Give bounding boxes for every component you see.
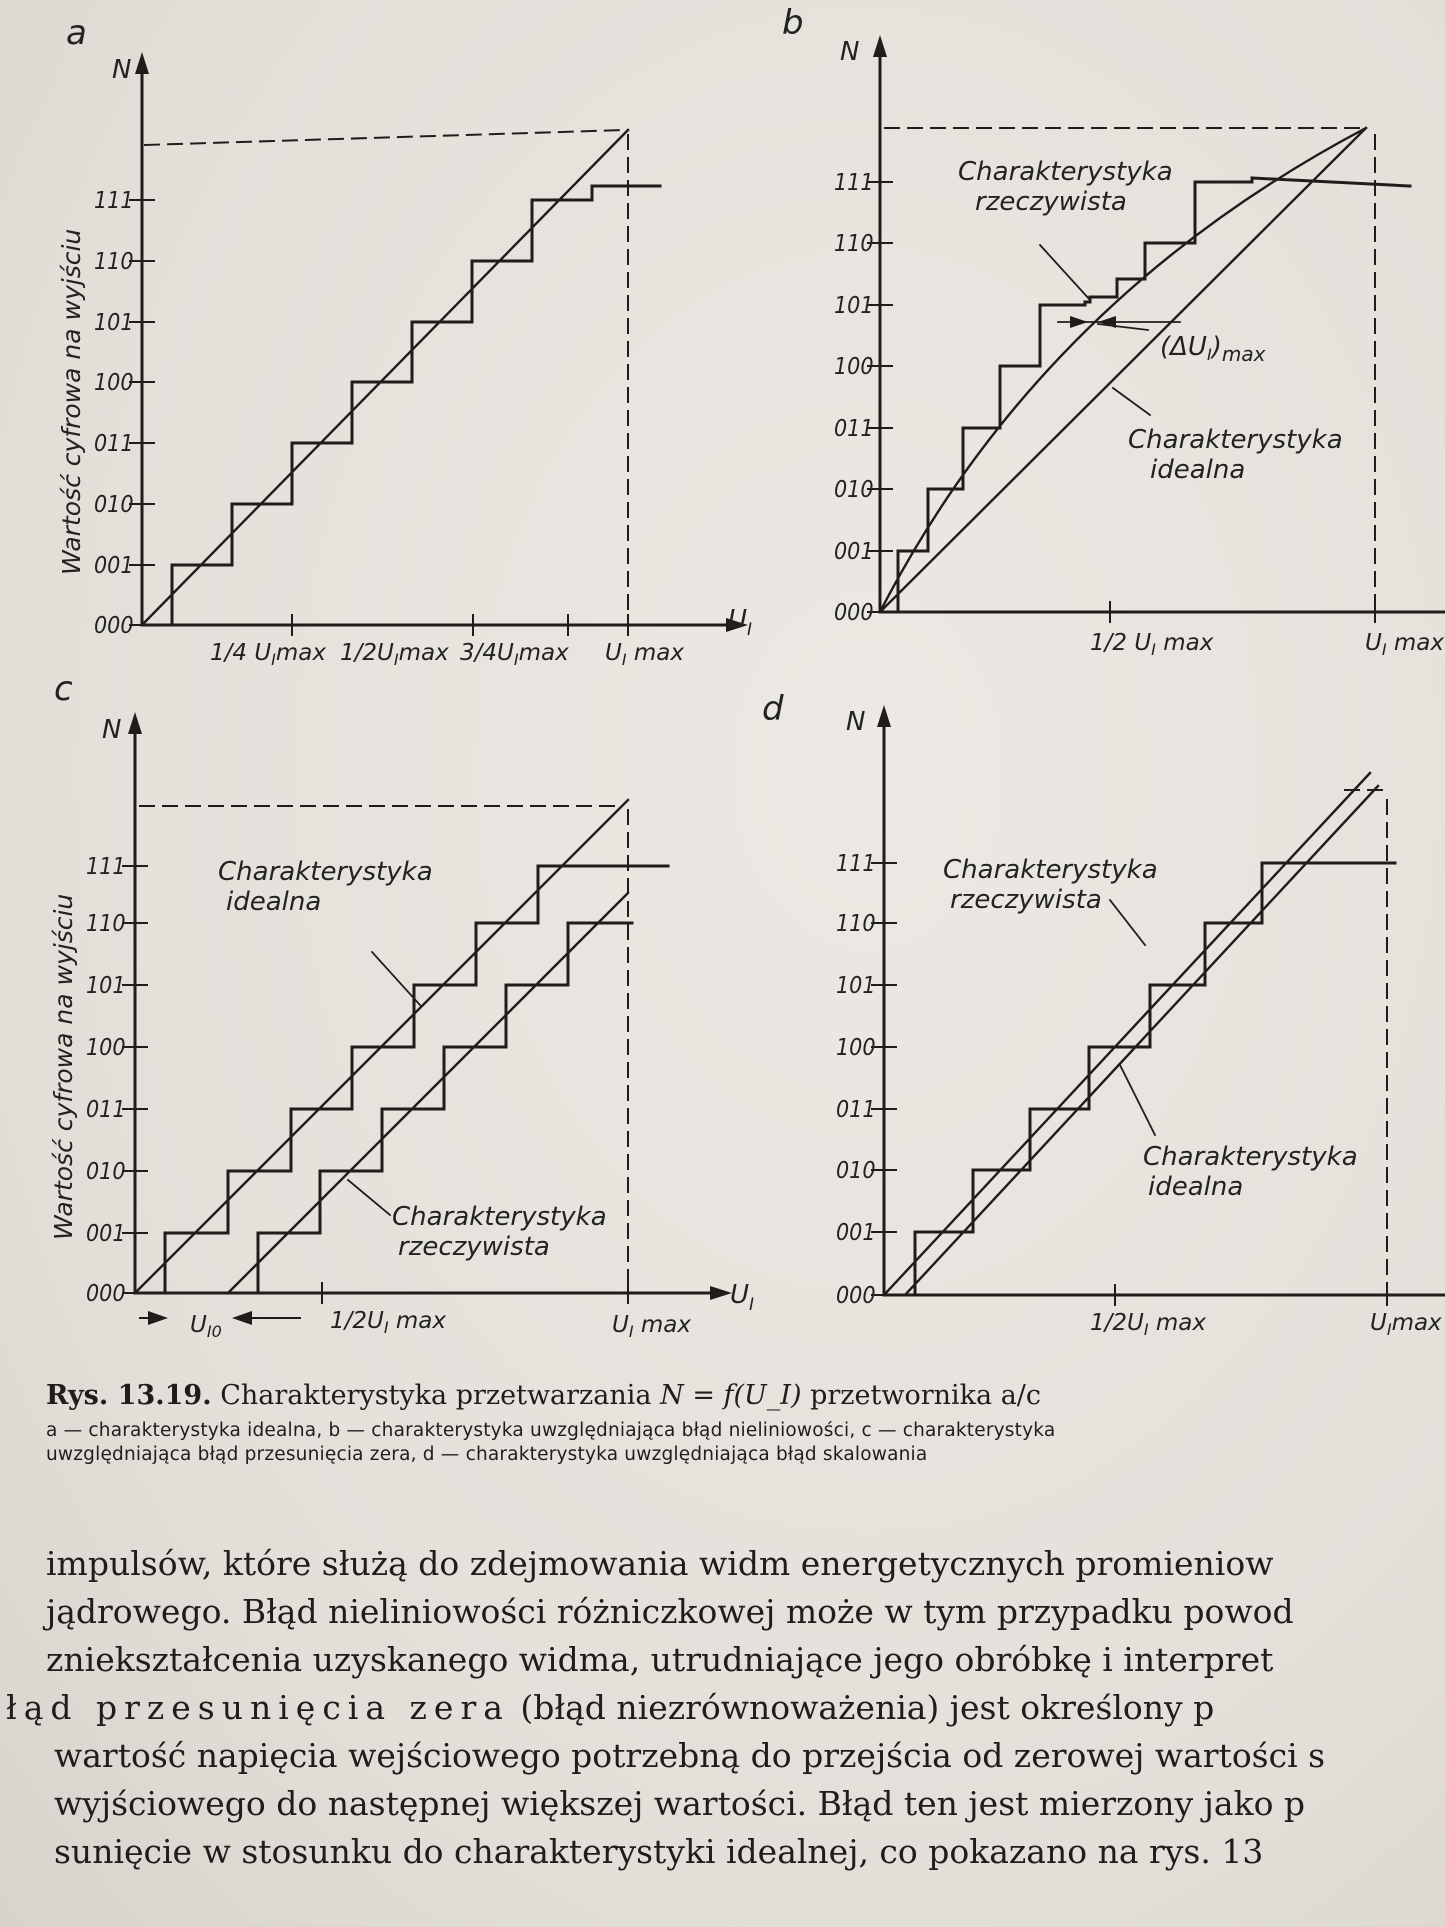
panel-d-staircase bbox=[884, 863, 1395, 1295]
panel-b-ytick-001: 001 bbox=[834, 539, 874, 565]
panel-c-label-ideal-1: Charakterystyka bbox=[218, 857, 433, 887]
panel-d-ytick-011: 011 bbox=[836, 1097, 876, 1123]
panel-a-ylabel: Wartość cyfrowa na wyjściu bbox=[57, 228, 86, 575]
caption-title-post: przetwornika a/c bbox=[810, 1380, 1042, 1411]
panel-d-xtick-labels bbox=[1090, 1310, 1442, 1339]
panel-a-ytick-labels bbox=[94, 188, 134, 639]
panel-a-ytick-100: 100 bbox=[94, 370, 134, 396]
panel-b-ytick-111: 111 bbox=[834, 170, 874, 196]
panel-d-ytick-010: 010 bbox=[836, 1158, 876, 1184]
panel-b-ytick-011: 011 bbox=[834, 416, 874, 442]
body-line-4 bbox=[0, 1684, 1445, 1732]
panel-b-ytick-101: 101 bbox=[834, 293, 874, 319]
panel-b-label-real-2: rzeczywista bbox=[975, 187, 1127, 217]
panel-c-ylabel: Wartość cyfrowa na wyjściu bbox=[49, 893, 78, 1240]
panel-d-ytick-001: 001 bbox=[836, 1220, 876, 1246]
caption-desc-line-1: a — charakterystyka idealna, b — charakterystyka uwzględniająca błąd nieliniowości, c — charakterystyka bbox=[46, 1420, 1056, 1441]
panel-d bbox=[762, 689, 1445, 1339]
panel-d-dashed-guides bbox=[1345, 790, 1390, 1295]
panel-c-ytick-110: 110 bbox=[86, 911, 126, 937]
panel-d-ytick-110: 110 bbox=[836, 911, 876, 937]
panel-a-ytick-110: 110 bbox=[94, 249, 134, 275]
panel-b-label-ideal-2: idealna bbox=[1150, 455, 1246, 485]
panel-b-staircase bbox=[880, 178, 1410, 612]
panel-d-letter: d bbox=[762, 689, 784, 729]
panel-d-leader-lines bbox=[1110, 900, 1155, 1135]
panel-c-ytick-111: 111 bbox=[86, 854, 126, 880]
panel-c-xtick-max: $U_I$ max bbox=[612, 1312, 691, 1341]
panel-c-label-ideal-2: idealna bbox=[226, 887, 322, 917]
caption-formula: N = f(U_I) bbox=[660, 1380, 802, 1411]
panel-d-xtick-max: $U_I\max$ bbox=[1370, 1310, 1442, 1339]
panel-a-letter: a bbox=[66, 13, 87, 53]
panel-a-ytick-111: 111 bbox=[94, 188, 134, 214]
panel-a-y-axis-label: N bbox=[112, 55, 132, 85]
panel-a-xtick-max: $U_I$ max bbox=[605, 640, 684, 669]
panel-a-ytick-101: 101 bbox=[94, 310, 134, 336]
body-line-4-spaced: łąd przesunięcia zera bbox=[6, 1688, 510, 1727]
panel-d-ytick-100: 100 bbox=[836, 1035, 876, 1061]
panel-c-label-real-1: Charakterystyka bbox=[392, 1202, 607, 1232]
panel-a bbox=[57, 13, 752, 669]
panel-c bbox=[49, 669, 754, 1341]
panel-d-ytick-labels bbox=[836, 851, 876, 1309]
panel-a-xtick-half: $1/2U_I\max$ bbox=[340, 640, 449, 669]
panel-c-x-axis-label: $U_I$ bbox=[730, 1280, 755, 1315]
panel-d-label-real-1: Charakterystyka bbox=[943, 855, 1158, 885]
panel-b-label-ideal-1: Charakterystyka bbox=[1128, 425, 1343, 455]
body-line-3: zniekształcenia uzyskanego widma, utrudniające jego obróbkę i interpret bbox=[46, 1640, 1274, 1679]
panel-c-xtick-half: $1/2U_I$ max bbox=[330, 1308, 446, 1337]
panel-b-ytick-labels bbox=[834, 170, 874, 626]
panel-c-ytick-001: 001 bbox=[86, 1221, 126, 1247]
caption-title-pre: Charakterystyka przetwarzania bbox=[220, 1380, 652, 1411]
panel-b-axes bbox=[873, 35, 1445, 612]
panel-b-xtick-half: 1/2 $U_I$ max bbox=[1090, 630, 1214, 659]
panel-c-label-real-2: rzeczywista bbox=[398, 1232, 550, 1262]
body-line-4-rest: (błąd niezrównoważenia) jest określony p bbox=[509, 1688, 1215, 1727]
panel-a-ytick-000: 000 bbox=[94, 613, 134, 639]
caption-title bbox=[46, 1380, 1436, 1411]
panel-d-xtick-half: $1/2U_I$ max bbox=[1090, 1310, 1206, 1339]
panel-a-axes bbox=[135, 52, 748, 632]
panel-c-letter: c bbox=[54, 669, 73, 709]
caption-description bbox=[46, 1419, 1436, 1467]
panel-a-ideal-line bbox=[142, 130, 628, 625]
caption-desc-line-2: uwzględniająca błąd przesunięcia zera, d — charakterystyka uwzględniająca błąd skalowania bbox=[46, 1444, 928, 1465]
body-line-6: wyjściowego do następnej większej wartości. Błąd ten jest mierzony jako p bbox=[54, 1784, 1306, 1823]
panel-d-label-ideal-2: idealna bbox=[1148, 1172, 1244, 1202]
panel-d-ytick-111: 111 bbox=[836, 851, 876, 877]
panel-a-xtick-quarter: 1/4 $U_I\max$ bbox=[210, 640, 327, 669]
body-line-2: jądrowego. Błąd nieliniowości różniczkowej może w tym przypadku powod bbox=[46, 1592, 1294, 1631]
panel-a-ytick-010: 010 bbox=[94, 492, 134, 518]
panel-d-axes bbox=[877, 705, 1445, 1295]
panel-b-ytick-100: 100 bbox=[834, 354, 874, 380]
panel-c-ytick-011: 011 bbox=[86, 1097, 126, 1123]
panel-b-ytick-000: 000 bbox=[834, 600, 874, 626]
panel-b-xtick-max: $U_I$ max bbox=[1365, 630, 1444, 659]
body-line-5: wartość napięcia wejściowego potrzebną do przejścia od zerowej wartości s bbox=[54, 1736, 1326, 1775]
panel-a-ytick-001: 001 bbox=[94, 553, 134, 579]
panel-b-ytick-110: 110 bbox=[834, 231, 874, 257]
panel-d-label-ideal-1: Charakterystyka bbox=[1143, 1142, 1358, 1172]
body-line-7: sunięcie w stosunku do charakterystyki idealnej, co pokazano na rys. 13 bbox=[54, 1832, 1264, 1871]
figure-caption bbox=[46, 1380, 1436, 1467]
panel-c-annotations bbox=[218, 857, 607, 1262]
panel-c-leader-lines bbox=[348, 952, 420, 1215]
panel-a-staircase bbox=[142, 186, 660, 625]
panel-d-ytick-101: 101 bbox=[836, 973, 876, 999]
panel-c-ytick-000: 000 bbox=[86, 1281, 126, 1307]
panel-b-label-delta: $(\Delta UI)_{max}$ bbox=[1160, 332, 1266, 366]
panel-c-ytick-100: 100 bbox=[86, 1035, 126, 1061]
panel-b-y-axis-label: N bbox=[840, 37, 860, 67]
panel-c-xtick-labels bbox=[190, 1308, 691, 1341]
panel-a-ytick-011: 011 bbox=[94, 431, 134, 457]
panel-a-x-axis-label: $U_I$ bbox=[728, 605, 753, 640]
panel-b-ytick-010: 010 bbox=[834, 477, 874, 503]
panel-b-label-real-1: Charakterystyka bbox=[958, 157, 1173, 187]
panel-b-dashed-guides bbox=[885, 128, 1375, 612]
panel-c-ytick-101: 101 bbox=[86, 973, 126, 999]
panel-d-y-axis-label: N bbox=[846, 707, 866, 737]
panel-c-ytick-labels bbox=[86, 854, 126, 1307]
caption-label: Rys. 13.19. bbox=[46, 1380, 212, 1411]
panel-d-label-real-2: rzeczywista bbox=[950, 885, 1102, 915]
panel-c-ytick-010: 010 bbox=[86, 1159, 126, 1185]
body-text bbox=[0, 1540, 1445, 1876]
panel-a-xtick-labels bbox=[210, 640, 684, 669]
panel-d-ytick-000: 000 bbox=[836, 1283, 876, 1309]
panel-b-xtick-labels bbox=[1090, 630, 1444, 659]
panel-a-xtick-three-quarter: $3/4U_I\max$ bbox=[460, 640, 569, 669]
panel-c-y-axis-label: N bbox=[102, 715, 122, 745]
panel-d-real-line bbox=[884, 773, 1370, 1295]
panel-b bbox=[782, 3, 1445, 659]
panel-b-delta-marker bbox=[1040, 245, 1180, 415]
panel-b-annotations bbox=[958, 157, 1343, 485]
panel-c-xtick-offset: $U_{I0}$ bbox=[190, 1312, 222, 1341]
panel-b-letter: b bbox=[782, 3, 804, 43]
body-line-1: impulsów, które służą do zdejmowania widm energetycznych promieniow bbox=[46, 1544, 1274, 1583]
